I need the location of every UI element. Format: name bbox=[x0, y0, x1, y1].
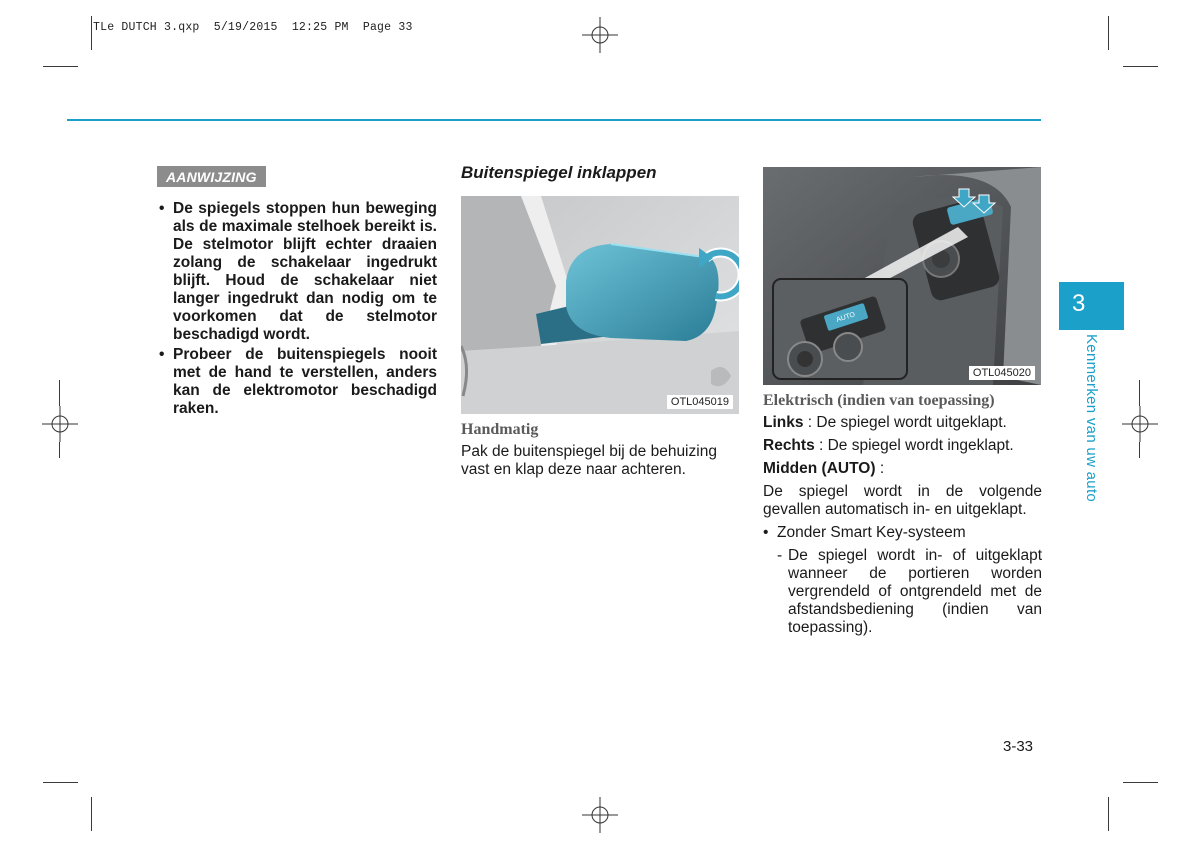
note-list bbox=[157, 200, 437, 418]
crop-mark bbox=[43, 782, 78, 783]
figure-code: OTL045020 bbox=[969, 366, 1035, 380]
manual-folding-section bbox=[461, 163, 740, 479]
chapter-title: Kenmerken van uw auto bbox=[1083, 334, 1100, 503]
crop-mark bbox=[1123, 66, 1158, 67]
mirror-drawing-icon bbox=[461, 196, 739, 414]
electric-folding-section bbox=[763, 167, 1042, 637]
crop-mark bbox=[91, 797, 92, 831]
dash-marker: - bbox=[777, 547, 783, 564]
crop-mark bbox=[1139, 380, 1140, 406]
crop-mark bbox=[1139, 442, 1140, 458]
subheading: Elektrisch (indien van toepassing) bbox=[763, 392, 995, 409]
position-right bbox=[763, 437, 1042, 455]
position-left bbox=[763, 414, 1042, 432]
registration-mark-icon bbox=[1122, 406, 1158, 442]
header-rule bbox=[67, 119, 1041, 121]
crop-mark bbox=[59, 442, 60, 458]
auto-switch-label: AUTO bbox=[835, 311, 857, 324]
auto-description: De spiegel wordt in de volgende gevallen automatisch in- en uitgeklapt. bbox=[763, 483, 1042, 518]
position-label: Rechts bbox=[763, 437, 815, 454]
note-block bbox=[157, 166, 437, 420]
page-number: 3-33 bbox=[1003, 738, 1034, 755]
body-text: Pak de buitenspiegel bij de behuizing vast en klap deze naar achteren. bbox=[461, 443, 717, 478]
position-label: Links bbox=[763, 414, 804, 431]
subheading: Handmatig bbox=[461, 421, 539, 438]
crop-mark bbox=[91, 16, 92, 50]
section-heading: Buitenspiegel inklappen bbox=[461, 163, 657, 182]
figure-code: OTL045019 bbox=[667, 395, 733, 409]
crop-mark bbox=[59, 380, 60, 406]
mirror-switch-drawing-icon bbox=[763, 167, 1041, 385]
bullet-item bbox=[763, 524, 1042, 542]
print-header: TLe DUTCH 3.qxp 5/19/2015 12:25 PM Page 33 bbox=[93, 21, 413, 34]
crop-mark bbox=[1108, 797, 1109, 831]
bullet-text: Zonder Smart Key-systeem bbox=[777, 524, 966, 541]
sub-item bbox=[763, 547, 1042, 637]
registration-mark-icon bbox=[42, 406, 78, 442]
position-text: : De spiegel wordt uitgeklapt. bbox=[803, 414, 1007, 431]
crop-mark bbox=[1123, 782, 1158, 783]
chapter-number: 3 bbox=[1072, 290, 1086, 317]
position-middle bbox=[763, 460, 1042, 478]
position-label: Midden (AUTO) bbox=[763, 460, 876, 477]
registration-mark-icon bbox=[582, 17, 618, 53]
note-badge: AANWIJZING bbox=[157, 166, 266, 187]
switch-illustration bbox=[763, 167, 1041, 385]
crop-mark bbox=[1108, 16, 1109, 50]
chapter-tab bbox=[1059, 282, 1124, 330]
position-text: : De spiegel wordt ingeklapt. bbox=[814, 437, 1014, 454]
note-item: • Probeer de buitenspiegels nooit met de hand te verstellen, anders kan de elektromotor beschadigd raken. bbox=[157, 346, 437, 418]
registration-mark-icon bbox=[582, 797, 618, 833]
position-text: : bbox=[875, 460, 885, 477]
mirror-illustration bbox=[461, 196, 739, 414]
sub-item-text: De spiegel wordt in- of uitgeklapt wanneer de portieren worden vergrendeld of ontgrendeld met de afstandsbediening (indien van toepassing). bbox=[788, 547, 1042, 636]
bullet-marker: • bbox=[763, 524, 769, 541]
crop-mark bbox=[43, 66, 78, 67]
note-item: • De spiegels stoppen hun beweging als de maximale stelhoek bereikt is. De stelmotor blijft echter draaien zolang de schakelaar ingedrukt blijft. Houd de schakelaar niet langer ingedrukt dan nodig om te voorkomen dat de stelmotor beschadigd wordt. bbox=[157, 200, 437, 344]
